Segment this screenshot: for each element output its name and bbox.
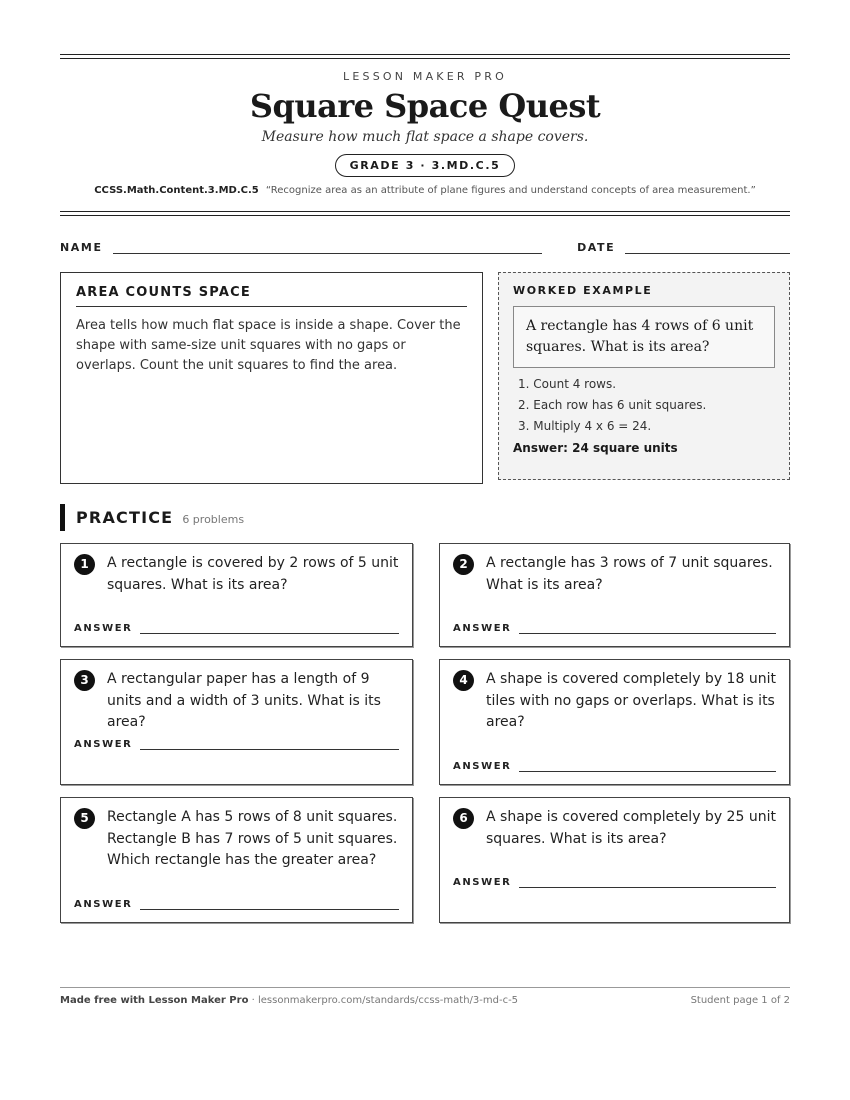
standard-text: “Recognize area as an attribute of plane figures and understand concepts of area measurement.” — [265, 185, 756, 196]
example-answer: Answer: 24 square units — [513, 441, 678, 455]
example-step: 3. Multiply 4 x 6 = 24. — [518, 419, 652, 433]
standard-line — [60, 185, 790, 196]
example-step: 2. Each row has 6 unit squares. — [518, 398, 707, 412]
worksheet-title: Square Space Quest — [249, 87, 601, 125]
answer-field[interactable] — [519, 877, 776, 888]
problem-number: 6 — [453, 808, 474, 829]
problem-text: A shape is covered completely by 25 unit squares. What is its area? — [486, 809, 776, 847]
problem-text: A rectangle is covered by 2 rows of 5 unit squares. What is its area? — [107, 555, 399, 593]
problem-number: 4 — [453, 670, 474, 691]
example-step: 1. Count 4 rows. — [518, 377, 617, 391]
problem-number: 1 — [74, 554, 95, 575]
example-heading: WORKED EXAMPLE — [513, 284, 653, 297]
answer-field[interactable] — [140, 899, 399, 910]
date-field[interactable] — [625, 241, 790, 254]
concept-heading: AREA COUNTS SPACE — [76, 285, 467, 307]
problem-text: Rectangle A has 5 rows of 8 unit squares. Rectangle B has 7 rows of 5 unit squares. Which rectangle has the greater area? — [107, 809, 398, 868]
page-footer — [60, 987, 790, 1006]
date-label: DATE — [577, 241, 616, 254]
practice-count: 6 problems — [182, 513, 245, 526]
answer-field[interactable] — [519, 761, 776, 772]
answer-label: ANSWER — [74, 899, 133, 910]
worksheet-subtitle: Measure how much flat space a shape covers. — [261, 129, 589, 145]
name-date-row — [60, 236, 790, 254]
practice-header — [60, 504, 790, 531]
answer-label: ANSWER — [453, 623, 512, 634]
problem-card-4 — [439, 659, 790, 785]
brand-name: LESSON MAKER PRO — [343, 70, 507, 83]
header-bottom-rule — [60, 211, 790, 216]
name-label: NAME — [60, 241, 103, 254]
example-steps — [513, 374, 775, 437]
answer-label: ANSWER — [74, 739, 133, 750]
problem-card-1 — [60, 543, 413, 647]
problem-number: 5 — [74, 808, 95, 829]
concept-body: Area tells how much flat space is inside a shape. Cover the shape with same-size unit squares with no gaps or overlaps. Count the unit squares to find the area. — [76, 318, 461, 373]
standard-code: CCSS.Math.Content.3.MD.C.5 — [94, 185, 259, 196]
name-field[interactable] — [113, 241, 542, 254]
answer-label: ANSWER — [453, 877, 512, 888]
grade-badge: GRADE 3 · 3.MD.C.5 — [335, 154, 516, 177]
answer-label: ANSWER — [453, 761, 512, 772]
top-rule — [60, 54, 790, 59]
problem-card-5 — [60, 797, 413, 923]
problem-text: A shape is covered completely by 18 unit tiles with no gaps or overlaps. What is its area? — [486, 671, 776, 730]
worksheet-page — [60, 54, 790, 923]
concept-box — [60, 272, 483, 484]
example-question: A rectangle has 4 rows of 6 unit squares. What is its area? — [513, 306, 775, 368]
footer-link[interactable]: · lessonmakerpro.com/standards/ccss-math/3-md-c-5 — [251, 995, 519, 1006]
footer-credit — [60, 995, 518, 1006]
answer-field[interactable] — [140, 739, 399, 750]
footer-made: Made free with Lesson Maker Pro — [60, 995, 249, 1006]
answer-field[interactable] — [140, 623, 399, 634]
problem-number: 2 — [453, 554, 474, 575]
page-indicator: Student page 1 of 2 — [690, 995, 790, 1006]
practice-grid — [60, 543, 790, 923]
practice-title: PRACTICE — [76, 508, 174, 527]
intro-section — [60, 272, 790, 484]
problem-card-6 — [439, 797, 790, 923]
problem-number: 3 — [74, 670, 95, 691]
problem-card-3 — [60, 659, 413, 785]
problem-card-2 — [439, 543, 790, 647]
worked-example-box — [498, 272, 790, 480]
problem-text: A rectangle has 3 rows of 7 unit squares. What is its area? — [486, 555, 773, 593]
answer-field[interactable] — [519, 623, 776, 634]
problem-text: A rectangular paper has a length of 9 units and a width of 3 units. What is its area? — [107, 671, 381, 730]
answer-label: ANSWER — [74, 623, 133, 634]
